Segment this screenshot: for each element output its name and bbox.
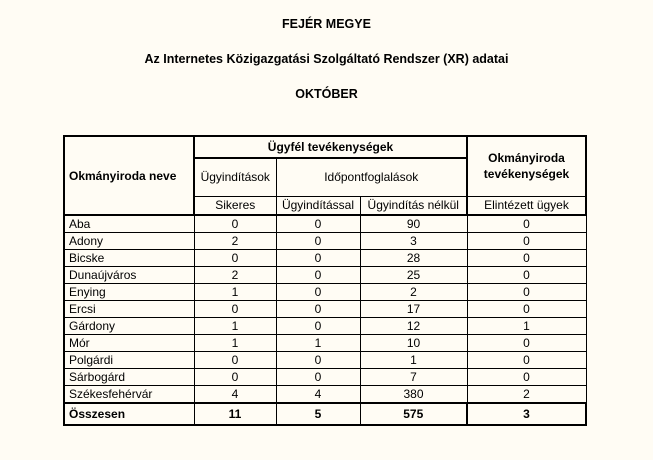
completed-cell: 2: [467, 386, 586, 404]
with-initiation-cell: 0: [276, 369, 360, 386]
with-initiation-cell: 0: [276, 284, 360, 301]
without-initiation-cell: 7: [360, 369, 467, 386]
statistics-table: [63, 135, 587, 426]
table-row: [64, 250, 586, 267]
report-subtitle: Az Internetes Közigazgatási Szolgáltató Rendszer (XR) adatai: [144, 52, 509, 66]
without-initiation-cell: 90: [360, 215, 467, 233]
total-success: 11: [194, 403, 276, 425]
success-cell: 2: [194, 233, 276, 250]
with-initiation-cell: 0: [276, 318, 360, 335]
success-cell: 2: [194, 267, 276, 284]
with-initiation-cell: 0: [276, 267, 360, 284]
without-initiation-cell: 17: [360, 301, 467, 318]
table-row: [64, 215, 586, 233]
completed-cell: 0: [467, 233, 586, 250]
completed-cell: 0: [467, 301, 586, 318]
success-cell: 1: [194, 318, 276, 335]
office-name-cell: Enying: [64, 284, 194, 301]
office-name-cell: Gárdony: [64, 318, 194, 335]
total-without-initiation: 575: [360, 403, 467, 425]
completed-cell: 0: [467, 215, 586, 233]
office-name-cell: Bicske: [64, 250, 194, 267]
with-initiation-cell: 0: [276, 250, 360, 267]
office-name-cell: Aba: [64, 215, 194, 233]
col-header-appointments: Időpontfoglalások: [276, 158, 467, 196]
success-cell: 0: [194, 215, 276, 233]
total-completed: 3: [467, 403, 586, 425]
table-row: [64, 301, 586, 318]
col-header-office-name: Okmányiroda neve: [64, 136, 194, 215]
month-title: OKTÓBER: [295, 87, 358, 101]
office-name-cell: Dunaújváros: [64, 267, 194, 284]
table-row: [64, 352, 586, 369]
office-name-cell: Adony: [64, 233, 194, 250]
with-initiation-cell: 0: [276, 233, 360, 250]
without-initiation-cell: 3: [360, 233, 467, 250]
without-initiation-cell: 12: [360, 318, 467, 335]
completed-cell: 0: [467, 335, 586, 352]
table-row: [64, 267, 586, 284]
col-header-with-initiation: Ügyindítással: [276, 196, 360, 215]
col-header-without-initiation: Ügyindítás nélkül: [360, 196, 467, 215]
col-header-client-activities: Ügyfél tevékenységek: [194, 136, 467, 158]
table-row: [64, 386, 586, 404]
col-header-office-activities: Okmányiroda tevékenységek: [467, 136, 586, 196]
table-row: [64, 284, 586, 301]
col-header-initiations: Ügyindítások: [194, 158, 276, 196]
success-cell: 1: [194, 335, 276, 352]
completed-cell: 0: [467, 369, 586, 386]
with-initiation-cell: 4: [276, 386, 360, 404]
county-title: FEJÉR MEGYE: [282, 17, 371, 31]
office-name-cell: Polgárdi: [64, 352, 194, 369]
total-label: Összesen: [64, 403, 194, 425]
completed-cell: 1: [467, 318, 586, 335]
office-name-cell: Ercsi: [64, 301, 194, 318]
office-name-cell: Székesfehérvár: [64, 386, 194, 404]
success-cell: 0: [194, 250, 276, 267]
total-row: [64, 403, 586, 425]
with-initiation-cell: 1: [276, 335, 360, 352]
success-cell: 0: [194, 301, 276, 318]
without-initiation-cell: 380: [360, 386, 467, 404]
table-row: [64, 335, 586, 352]
with-initiation-cell: 0: [276, 352, 360, 369]
table-row: [64, 318, 586, 335]
office-name-cell: Mór: [64, 335, 194, 352]
without-initiation-cell: 1: [360, 352, 467, 369]
without-initiation-cell: 28: [360, 250, 467, 267]
success-cell: 0: [194, 369, 276, 386]
table-row: [64, 233, 586, 250]
completed-cell: 0: [467, 284, 586, 301]
with-initiation-cell: 0: [276, 301, 360, 318]
without-initiation-cell: 25: [360, 267, 467, 284]
col-header-completed-cases: Elintézett ügyek: [467, 196, 586, 215]
completed-cell: 0: [467, 250, 586, 267]
with-initiation-cell: 0: [276, 215, 360, 233]
without-initiation-cell: 10: [360, 335, 467, 352]
success-cell: 4: [194, 386, 276, 404]
success-cell: 1: [194, 284, 276, 301]
total-with-initiation: 5: [276, 403, 360, 425]
col-header-success: Sikeres: [194, 196, 276, 215]
without-initiation-cell: 2: [360, 284, 467, 301]
table-row: [64, 369, 586, 386]
completed-cell: 0: [467, 267, 586, 284]
completed-cell: 0: [467, 352, 586, 369]
office-name-cell: Sárbogárd: [64, 369, 194, 386]
success-cell: 0: [194, 352, 276, 369]
